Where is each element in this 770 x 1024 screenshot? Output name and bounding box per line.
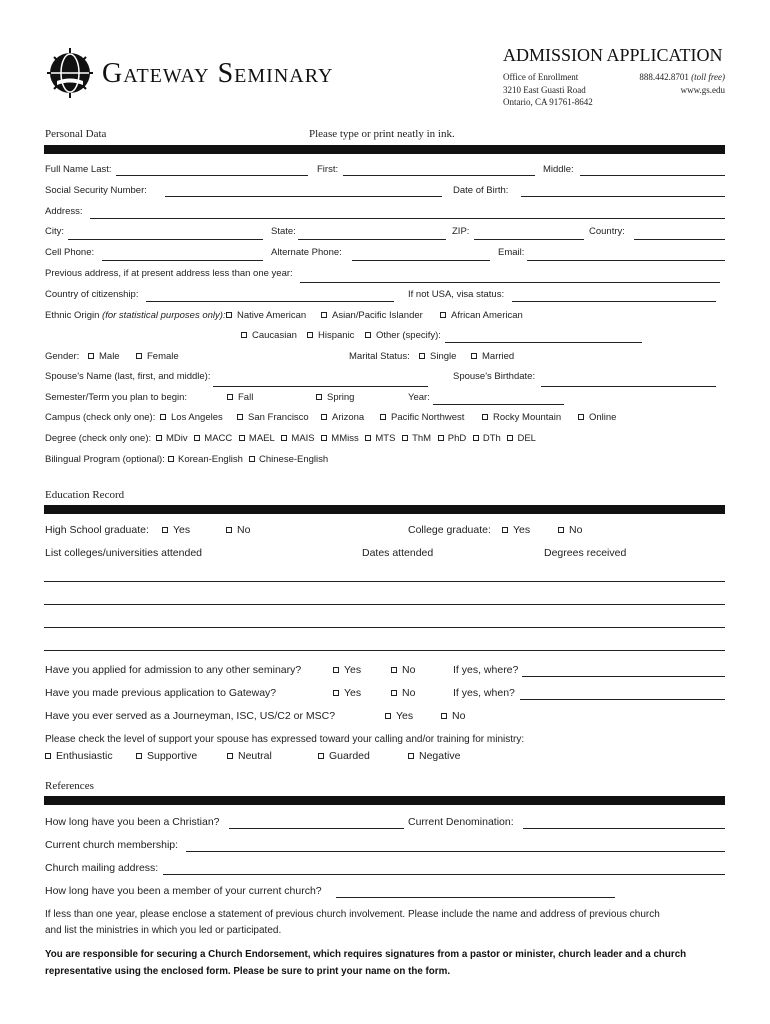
instruction-text: Please type or print neatly in ink.	[309, 128, 455, 140]
college-entry-line[interactable]	[44, 650, 725, 651]
option-label: Yes	[173, 524, 191, 536]
year-field[interactable]	[433, 404, 564, 405]
checkbox[interactable]	[160, 414, 166, 420]
option-label: No	[402, 664, 416, 676]
zip-field[interactable]	[474, 239, 584, 240]
support-option-negative[interactable]	[408, 750, 460, 762]
checkbox[interactable]	[502, 527, 508, 533]
checkbox[interactable]	[482, 414, 488, 420]
checkbox[interactable]	[226, 527, 232, 533]
alternate-phone-field[interactable]	[352, 260, 490, 261]
campus-option-los-angeles[interactable]	[160, 412, 223, 423]
checkbox[interactable]	[507, 435, 513, 441]
label-colleges-attended: List colleges/universities attended	[45, 547, 203, 559]
option-label: Female	[147, 351, 179, 362]
checkbox[interactable]	[473, 435, 479, 441]
option-label: Married	[482, 351, 515, 362]
logo-emblem	[44, 48, 96, 98]
checkbox[interactable]	[365, 435, 371, 441]
checkbox[interactable]	[441, 713, 447, 719]
label-bilingual: Bilingual Program (optional):	[45, 454, 165, 465]
checkbox[interactable]	[440, 312, 446, 318]
gender-option-male[interactable]	[88, 351, 120, 362]
spouse-name-field[interactable]	[213, 386, 428, 387]
option-label: Asian/Pacific Islander	[332, 310, 423, 321]
other-seminary-yes[interactable]	[333, 664, 361, 676]
phone-note: (toll free)	[691, 72, 725, 82]
checkbox[interactable]	[239, 435, 245, 441]
checkbox[interactable]	[136, 353, 142, 359]
option-label: Hispanic	[318, 330, 355, 341]
label-country: Country:	[589, 226, 625, 237]
spouse-birthdate-field[interactable]	[541, 386, 716, 387]
support-option-enthusiastic[interactable]	[45, 750, 113, 762]
ssn-field[interactable]	[165, 196, 442, 197]
campus-option-online[interactable]	[578, 412, 616, 423]
college-entry-line[interactable]	[44, 604, 725, 605]
how-long-christian-field[interactable]	[229, 828, 404, 829]
ethnic-origin-text: Ethnic Origin	[45, 310, 100, 321]
checkbox[interactable]	[321, 414, 327, 420]
option-label: Yes	[344, 664, 362, 676]
label-email: Email:	[498, 247, 525, 258]
option-label: Pacific Northwest	[391, 412, 465, 423]
label-how-long-christian: How long have you been a Christian?	[45, 816, 220, 828]
degree-option-mts[interactable]	[365, 433, 395, 444]
org-name: Gateway Seminary	[102, 58, 334, 89]
option-label: Yes	[396, 710, 414, 722]
section-bar-education	[44, 505, 725, 514]
checkbox[interactable]	[391, 667, 397, 673]
option-label: Spring	[327, 392, 355, 403]
option-label: Online	[589, 412, 617, 423]
section-title-education: Education Record	[45, 489, 125, 501]
degree-option-mdiv[interactable]	[156, 433, 188, 444]
label-marital-status: Marital Status:	[349, 351, 410, 362]
option-label: Yes	[513, 524, 531, 536]
option-label: Negative	[419, 750, 461, 762]
degree-option-mael[interactable]	[239, 433, 275, 444]
first-name-field[interactable]	[343, 175, 535, 176]
label-city: City:	[45, 226, 64, 237]
checkbox[interactable]	[385, 713, 391, 719]
label-church-mailing: Church mailing address:	[45, 862, 159, 874]
label-hs-graduate: High School graduate:	[45, 524, 149, 536]
checkbox[interactable]	[241, 332, 247, 338]
checkbox[interactable]	[162, 527, 168, 533]
ethnic-option-hispanic[interactable]	[307, 330, 354, 341]
address-field[interactable]	[90, 218, 725, 219]
option-label: No	[569, 524, 583, 536]
phone-number: 888.442.8701	[639, 72, 689, 82]
church-mailing-field[interactable]	[163, 874, 725, 875]
checkbox[interactable]	[168, 456, 174, 462]
checkbox[interactable]	[227, 753, 233, 759]
church-involvement-note-cont: and list the ministries in which you led or participated.	[45, 925, 282, 936]
option-label: DEL	[517, 433, 536, 444]
option-label: Korean-English	[178, 454, 243, 465]
checkbox[interactable]	[307, 332, 313, 338]
label-alternate-phone: Alternate Phone:	[271, 247, 342, 258]
checkbox[interactable]	[471, 353, 477, 359]
option-label: MAIS	[291, 433, 315, 444]
bilingual-option-korean[interactable]	[168, 454, 243, 465]
cell-phone-field[interactable]	[102, 260, 263, 261]
checkbox[interactable]	[380, 414, 386, 420]
degree-option-mmiss[interactable]	[321, 433, 358, 444]
previous-gateway-no[interactable]	[391, 687, 415, 699]
campus-option-san-francisco[interactable]	[237, 412, 309, 423]
bilingual-option-chinese[interactable]	[249, 454, 328, 465]
ethnic-option-asian-pacific[interactable]	[321, 310, 423, 321]
label-current-denomination: Current Denomination:	[408, 816, 514, 828]
option-label: Supportive	[147, 750, 198, 762]
checkbox[interactable]	[419, 353, 425, 359]
church-membership-field[interactable]	[186, 851, 725, 852]
office-phone	[639, 72, 725, 82]
label-zip: ZIP:	[452, 226, 470, 237]
checkbox[interactable]	[365, 332, 371, 338]
college-option-yes[interactable]	[502, 524, 530, 536]
option-label: MAEL	[248, 433, 275, 444]
support-option-guarded[interactable]	[318, 750, 370, 762]
option-label: Yes	[344, 687, 362, 699]
option-label: Single	[430, 351, 457, 362]
option-label: Guarded	[329, 750, 370, 762]
checkbox[interactable]	[88, 353, 94, 359]
checkbox[interactable]	[578, 414, 584, 420]
checkbox[interactable]	[237, 414, 243, 420]
support-option-supportive[interactable]	[136, 750, 197, 762]
label-previous-gateway: Have you made previous application to Gateway?	[45, 687, 277, 699]
option-label: African American	[451, 310, 523, 321]
campus-option-rocky-mountain[interactable]	[482, 412, 561, 423]
current-denomination-field[interactable]	[523, 828, 725, 829]
gender-option-female[interactable]	[136, 351, 179, 362]
dob-field[interactable]	[521, 196, 725, 197]
checkbox[interactable]	[281, 435, 287, 441]
if-yes-where-field[interactable]	[522, 676, 725, 677]
degree-option-dth[interactable]	[473, 433, 501, 444]
ethnic-option-native-american[interactable]	[226, 310, 306, 321]
label-citizenship: Country of citizenship:	[45, 289, 139, 300]
degree-option-thm[interactable]	[402, 433, 431, 444]
email-field[interactable]	[527, 260, 725, 261]
label-previous-address: Previous address, if at present address less than one year:	[45, 268, 293, 279]
degree-option-macc[interactable]	[194, 433, 232, 444]
option-label: Enthusiastic	[56, 750, 113, 762]
option-label: Native American	[237, 310, 307, 321]
hs-option-no[interactable]	[226, 524, 250, 536]
option-label: Arizona	[332, 412, 365, 423]
ethnic-option-other[interactable]	[365, 330, 441, 341]
previous-address-field[interactable]	[300, 282, 720, 283]
label-journeyman: Have you ever served as a Journeyman, ISC, US/C2 or MSC?	[45, 710, 336, 722]
website: www.gs.edu	[680, 85, 725, 95]
option-label: Male	[99, 351, 120, 362]
checkbox[interactable]	[227, 394, 233, 400]
label-first-name: First:	[317, 164, 339, 175]
label-ethnic-origin	[45, 310, 226, 321]
college-option-no[interactable]	[558, 524, 582, 536]
checkbox[interactable]	[333, 667, 339, 673]
label-spouse-name: Spouse's Name (last, first, and middle):	[45, 371, 211, 382]
checkbox[interactable]	[316, 394, 322, 400]
semester-option-spring[interactable]	[316, 392, 354, 403]
if-yes-when-field[interactable]	[520, 699, 725, 700]
section-title-references: References	[45, 780, 94, 792]
option-label: Other (specify):	[376, 330, 441, 341]
option-label: Los Angeles	[171, 412, 223, 423]
option-label: No	[452, 710, 466, 722]
previous-gateway-yes[interactable]	[333, 687, 361, 699]
degree-option-mais[interactable]	[281, 433, 314, 444]
label-visa-status: If not USA, visa status:	[408, 289, 505, 300]
checkbox[interactable]	[438, 435, 444, 441]
label-last-name: Full Name Last:	[45, 164, 112, 175]
checkbox[interactable]	[408, 753, 414, 759]
checkbox[interactable]	[391, 690, 397, 696]
label-ssn: Social Security Number:	[45, 185, 147, 196]
church-involvement-note: If less than one year, please enclose a statement of previous church involvement. Please include the name and address of previous church	[45, 909, 660, 920]
journeyman-no[interactable]	[441, 710, 465, 722]
section-title-personal: Personal Data	[45, 128, 107, 140]
ethnic-origin-note: (for statistical purposes only):	[102, 310, 226, 321]
label-degrees-received: Degrees received	[544, 547, 627, 559]
ethnic-option-caucasian[interactable]	[241, 330, 297, 341]
option-label: Neutral	[238, 750, 272, 762]
marital-option-single[interactable]	[419, 351, 456, 362]
label-state: State:	[271, 226, 296, 237]
ethnic-option-african-american[interactable]	[440, 310, 523, 321]
option-label: Rocky Mountain	[493, 412, 562, 423]
office-name: Office of Enrollment	[503, 72, 579, 82]
option-label: MTS	[375, 433, 396, 444]
document-title: ADMISSION APPLICATION	[503, 45, 723, 65]
label-other-seminary: Have you applied for admission to any other seminary?	[45, 664, 302, 676]
campus-option-pacific-northwest[interactable]	[380, 412, 464, 423]
label-if-yes-when: If yes, when?	[453, 687, 515, 699]
support-option-neutral[interactable]	[227, 750, 272, 762]
option-label: No	[402, 687, 416, 699]
checkbox[interactable]	[136, 753, 142, 759]
label-address: Address:	[45, 206, 83, 217]
checkbox[interactable]	[321, 312, 327, 318]
office-street: 3210 East Guasti Road	[503, 85, 586, 95]
degree-option-phd[interactable]	[438, 433, 466, 444]
label-church-membership: Current church membership:	[45, 839, 179, 851]
label-year: Year:	[408, 392, 430, 403]
label-semester: Semester/Term you plan to begin:	[45, 392, 188, 403]
citizenship-field[interactable]	[146, 301, 394, 302]
label-dates-attended: Dates attended	[362, 547, 434, 559]
checkbox[interactable]	[194, 435, 200, 441]
label-if-yes-where: If yes, where?	[453, 664, 519, 676]
campus-option-arizona[interactable]	[321, 412, 364, 423]
option-label: PhD	[447, 433, 467, 444]
option-label: MACC	[204, 433, 233, 444]
ethnic-other-field[interactable]	[445, 342, 642, 343]
option-label: ThM	[412, 433, 432, 444]
endorsement-notice: You are responsible for securing a Church Endorsement, which requires signatures from a pastor or minister, church leader and a church	[45, 949, 687, 960]
checkbox[interactable]	[45, 753, 51, 759]
checkbox[interactable]	[333, 690, 339, 696]
college-entry-line[interactable]	[44, 581, 725, 582]
journeyman-yes[interactable]	[385, 710, 413, 722]
label-campus: Campus (check only one):	[45, 412, 156, 423]
label-spouse-birthdate: Spouse's Birthdate:	[453, 371, 536, 382]
option-label: MMiss	[331, 433, 359, 444]
degree-option-del[interactable]	[507, 433, 535, 444]
country-field[interactable]	[634, 239, 725, 240]
label-spouse-support: Please check the level of support your spouse has expressed toward your calling and/or training for ministry:	[45, 734, 525, 745]
label-cell-phone: Cell Phone:	[45, 247, 95, 258]
visa-status-field[interactable]	[512, 301, 716, 302]
label-how-long-member: How long have you been a member of your current church?	[45, 885, 322, 897]
option-label: San Francisco	[248, 412, 309, 423]
endorsement-notice-cont: representative using the enclosed form. Please be sure to print your name on the form.	[45, 966, 451, 977]
semester-option-fall[interactable]	[227, 392, 253, 403]
last-name-field[interactable]	[116, 175, 308, 176]
label-middle-name: Middle:	[543, 164, 574, 175]
option-label: Chinese-English	[259, 454, 329, 465]
option-label: DTh	[482, 433, 501, 444]
office-city: Ontario, CA 91761-8642	[503, 97, 593, 107]
label-dob: Date of Birth:	[453, 185, 509, 196]
checkbox[interactable]	[558, 527, 564, 533]
college-entry-line[interactable]	[44, 627, 725, 628]
middle-name-field[interactable]	[580, 175, 725, 176]
how-long-member-field[interactable]	[336, 897, 615, 898]
checkbox[interactable]	[226, 312, 232, 318]
checkbox[interactable]	[402, 435, 408, 441]
checkbox[interactable]	[249, 456, 255, 462]
degree-options	[156, 433, 540, 444]
label-college-graduate: College graduate:	[408, 524, 491, 536]
checkbox[interactable]	[156, 435, 162, 441]
checkbox[interactable]	[321, 435, 327, 441]
section-bar-references	[44, 796, 725, 805]
option-label: No	[237, 524, 251, 536]
option-label: Caucasian	[252, 330, 297, 341]
checkbox[interactable]	[318, 753, 324, 759]
label-gender: Gender:	[45, 351, 80, 362]
other-seminary-no[interactable]	[391, 664, 415, 676]
option-label: Fall	[238, 392, 254, 403]
hs-option-yes[interactable]	[162, 524, 190, 536]
label-degree: Degree (check only one):	[45, 433, 152, 444]
city-field[interactable]	[68, 239, 263, 240]
state-field[interactable]	[298, 239, 446, 240]
section-bar-personal	[44, 145, 725, 154]
option-label: MDiv	[166, 433, 188, 444]
marital-option-married[interactable]	[471, 351, 514, 362]
